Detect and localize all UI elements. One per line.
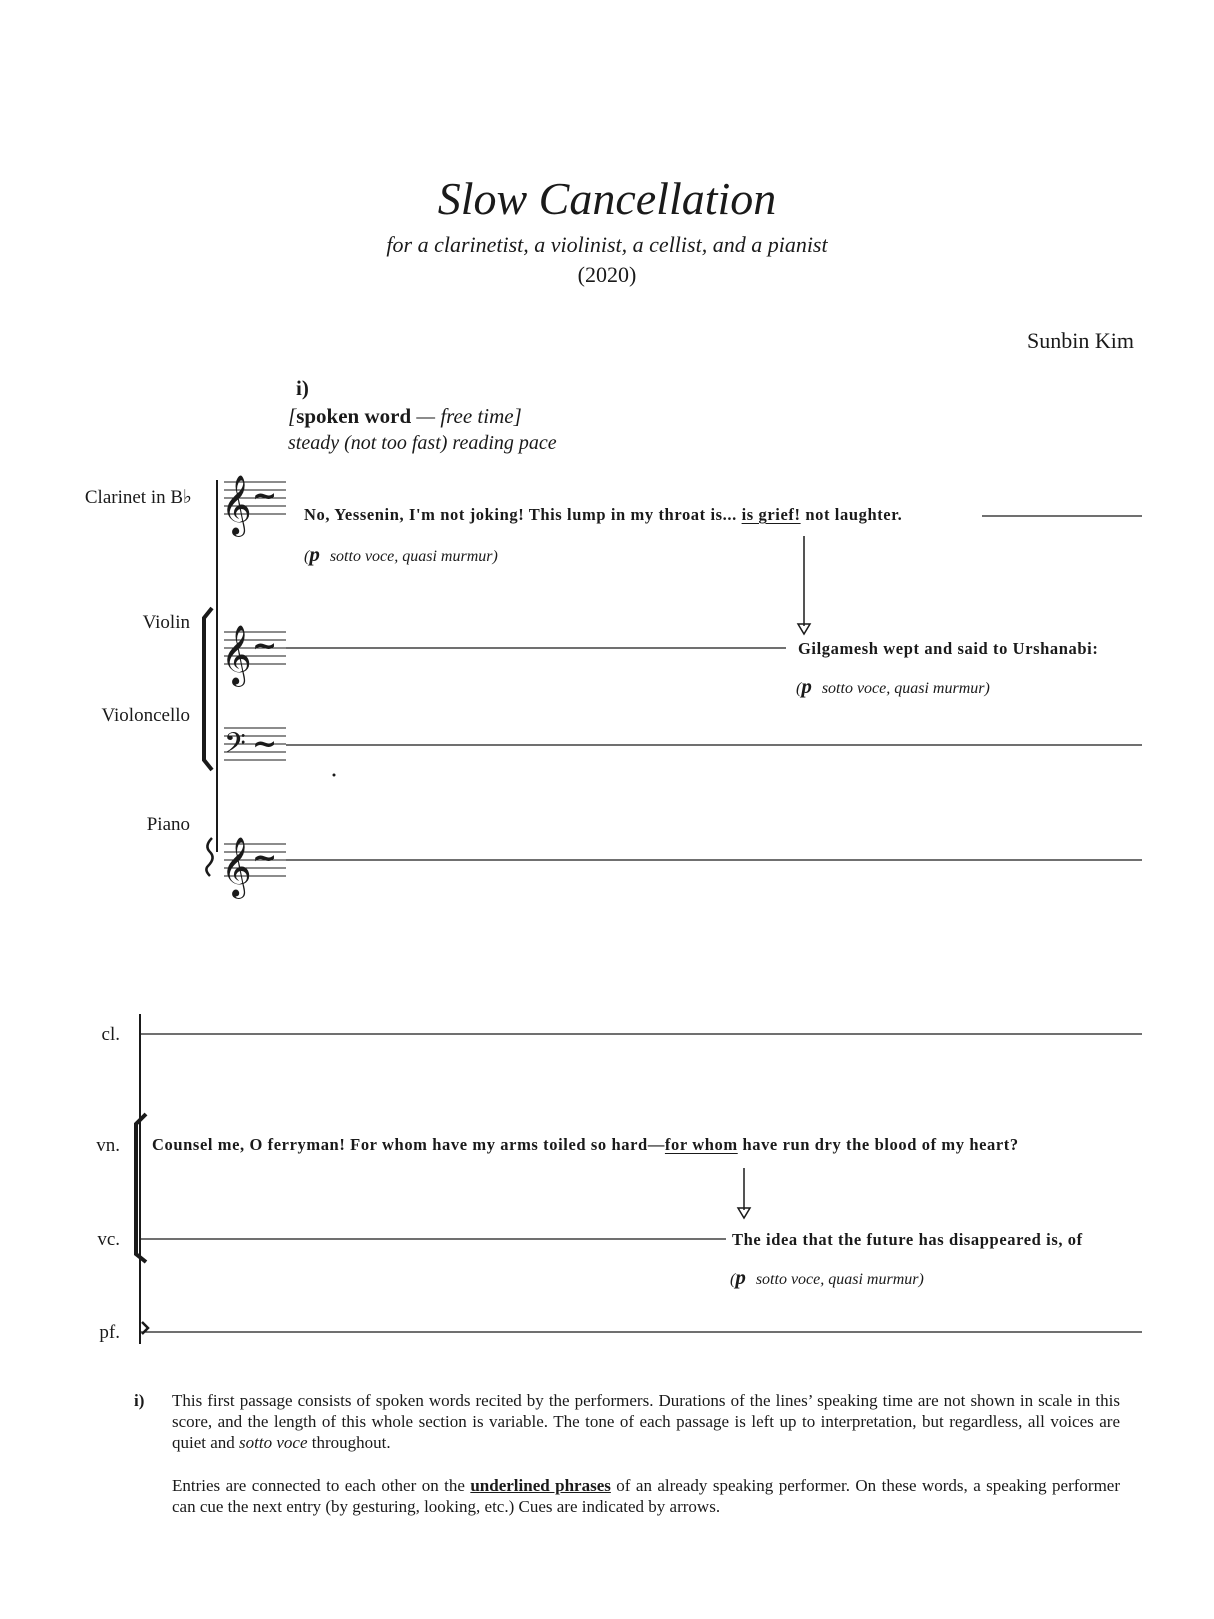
- clarinet-spoken-line: [304, 505, 902, 525]
- cello-spoken-line: The idea that the future has disappeared is, of: [732, 1230, 1083, 1249]
- section-marker: i): [296, 376, 309, 400]
- instrument-cl: cl.: [101, 1024, 120, 1045]
- free-time-symbol-icon: ~: [252, 629, 278, 664]
- violin-text-b: have run dry the blood of my heart?: [737, 1135, 1019, 1154]
- dynamic-piano: p: [801, 674, 812, 698]
- dynamic-piano: p: [309, 542, 320, 566]
- note-paragraph-1: [172, 1390, 1120, 1453]
- instrument-pf: pf.: [99, 1322, 120, 1343]
- free-time-symbol-icon: ~: [252, 727, 278, 762]
- tempo-marking: steady (not too fast) reading pace: [288, 432, 557, 454]
- free-time-symbol-icon: ~: [252, 841, 278, 876]
- instrument-piano: Piano: [146, 814, 190, 835]
- note-body: [172, 1390, 1120, 1539]
- treble-clef-icon: 𝄞: [221, 837, 252, 897]
- clarinet-dynamic-marking: [304, 542, 498, 567]
- strings-bracket: [204, 608, 212, 770]
- note-underlined-phrase: underlined phrases: [470, 1476, 611, 1495]
- treble-clef-icon: 𝄞: [221, 475, 252, 535]
- expression-text: sotto voce, quasi murmur): [329, 548, 498, 565]
- note-italic: sotto voce: [239, 1433, 308, 1452]
- violin-spoken-line-2: [152, 1135, 1019, 1155]
- note-marker: i): [134, 1391, 145, 1410]
- note-text: Entries are connected to each other on the: [172, 1476, 471, 1495]
- note-paragraph-2: [172, 1475, 1120, 1517]
- expression-text: sotto voce, quasi murmur): [821, 680, 990, 697]
- instrumentation-subtitle: for a clarinetist, a violinist, a cellist, and a pianist: [386, 232, 828, 257]
- stray-dot: [333, 774, 336, 777]
- heading-free-time: — free time: [411, 404, 514, 428]
- heading-bracket-close: ]: [513, 404, 522, 428]
- treble-clef-icon: 𝄞: [221, 625, 252, 685]
- composer-name: Sunbin Kim: [1027, 328, 1134, 353]
- heading-bracket-open: [: [288, 404, 297, 428]
- heading-spoken-word: spoken word: [296, 404, 412, 428]
- violin-dynamic-marking: [796, 674, 990, 699]
- clarinet-text-a: No, Yessenin, I'm not joking! This lump in my throat is...: [304, 505, 742, 524]
- note-text: This first passage consists of spoken words recited by the performers. Durations of the lines’ speaking time are not shown in scale in this score, and the length of this whole section is variable. The tone of each passage is left up to interpretation, but regardless, all voices are quiet and: [172, 1391, 1120, 1452]
- note-text: throughout.: [307, 1433, 391, 1452]
- clarinet-cue-phrase: is grief!: [741, 505, 801, 524]
- bass-clef-icon: 𝄢: [224, 727, 246, 767]
- dynamic-piano: p: [735, 1265, 746, 1289]
- violin-text-a: Counsel me, O ferryman! For whom have my arms toiled so hard—: [152, 1135, 665, 1154]
- instrument-vn: vn.: [96, 1135, 120, 1156]
- free-time-symbol-icon: ~: [252, 479, 278, 514]
- instrument-violoncello: Violoncello: [101, 705, 190, 726]
- violin-spoken-line: Gilgamesh wept and said to Urshanabi:: [798, 639, 1099, 658]
- violin-cue-phrase: for whom: [664, 1135, 738, 1154]
- piece-title: Slow Cancellation: [437, 173, 777, 224]
- dynamic-paren: (: [796, 680, 802, 697]
- composition-year: (2020): [577, 262, 637, 287]
- clarinet-text-b: not laughter.: [800, 505, 903, 524]
- dynamic-paren: (: [304, 548, 310, 565]
- instrument-clarinet: Clarinet in B♭: [84, 487, 192, 508]
- dynamic-paren: (: [730, 1271, 736, 1288]
- expression-text: sotto voce, quasi murmur): [755, 1271, 924, 1288]
- note-text: of an already speaking performer. On these words, a speaking performer can cue the next entry (by gesturing, looking, etc.) Cues are indicated by arrows.: [172, 1476, 1121, 1516]
- piano-brace-icon: [206, 838, 212, 876]
- cello-dynamic-marking: [730, 1265, 924, 1290]
- instrument-vc: vc.: [97, 1229, 120, 1250]
- instrument-violin: Violin: [142, 612, 190, 633]
